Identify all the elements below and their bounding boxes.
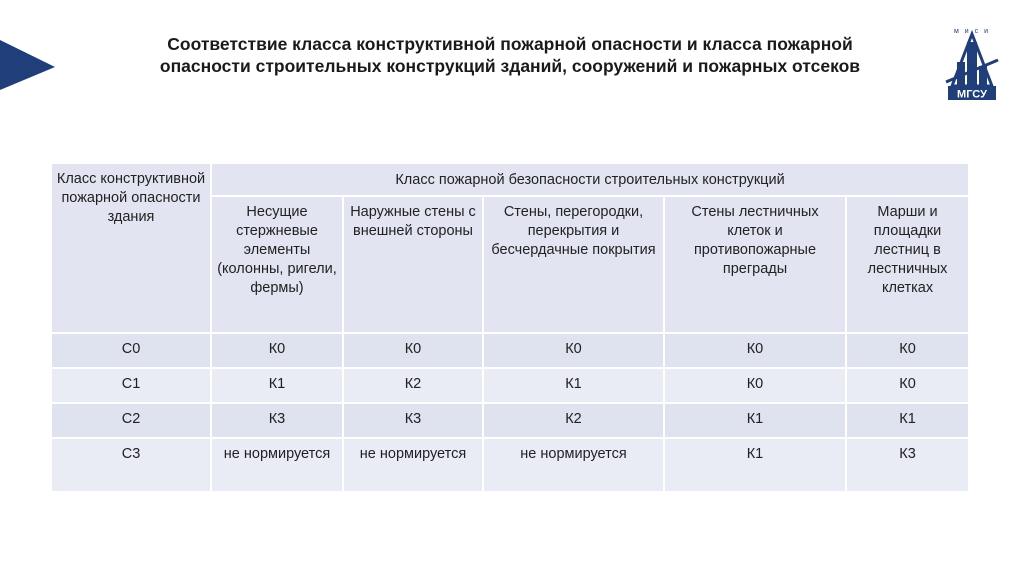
table-cell: К3	[846, 438, 969, 492]
table-cell: К1	[211, 368, 343, 403]
page-title-line-2: опасности строительных конструкций зданий, сооружений и пожарных отсеков	[159, 56, 861, 76]
table-cell: К0	[483, 333, 664, 368]
table-cell: К1	[664, 438, 846, 492]
table-row	[51, 333, 969, 368]
table-row	[51, 368, 969, 403]
corner-arrow-decoration	[0, 0, 60, 90]
table-cell: К0	[211, 333, 343, 368]
table-cell: не нормируется	[343, 438, 483, 492]
row-class-cell: С2	[51, 403, 211, 438]
group-header: Класс пожарной безопасности строительных конструкций	[211, 163, 969, 196]
table-cell: К0	[846, 333, 969, 368]
table-cell: К2	[343, 368, 483, 403]
table-row	[51, 403, 969, 438]
table-row	[51, 438, 969, 492]
table-cell: не нормируется	[211, 438, 343, 492]
row-class-cell: С1	[51, 368, 211, 403]
column-header: Несущие стержневые элементы (колонны, ригели, фермы)	[211, 196, 343, 333]
table-cell: К2	[483, 403, 664, 438]
table-cell: не нормируется	[483, 438, 664, 492]
table-cell: К3	[343, 403, 483, 438]
page-title	[100, 33, 920, 77]
logo-bottom-text: МГСУ	[957, 88, 987, 101]
table-cell: К0	[664, 333, 846, 368]
table-cell: К0	[846, 368, 969, 403]
row-class-cell: С3	[51, 438, 211, 492]
corner-header: Класс конструктивной пожарной опасности здания	[51, 163, 211, 333]
logo-top-text: м и с и	[954, 28, 990, 35]
page-title-line-1: Соответствие класса конструктивной пожарной опасности и класса пожарной	[167, 34, 853, 54]
mgsu-logo	[938, 20, 1006, 102]
column-header: Наружные стены с внешней стороны	[343, 196, 483, 333]
table-cell: К0	[664, 368, 846, 403]
row-class-cell: С0	[51, 333, 211, 368]
column-header: Стены, перегородки, перекрытия и бесчердачные покрытия	[483, 196, 664, 333]
table-cell: К1	[483, 368, 664, 403]
column-header: Стены лестничных клеток и противопожарные преграды	[664, 196, 846, 333]
table-cell: К1	[664, 403, 846, 438]
table-cell: К1	[846, 403, 969, 438]
table-cell: К0	[343, 333, 483, 368]
table-cell: К3	[211, 403, 343, 438]
fire-class-table	[50, 162, 970, 493]
column-header: Марши и площадки лестниц в лестничных клетках	[846, 196, 969, 333]
